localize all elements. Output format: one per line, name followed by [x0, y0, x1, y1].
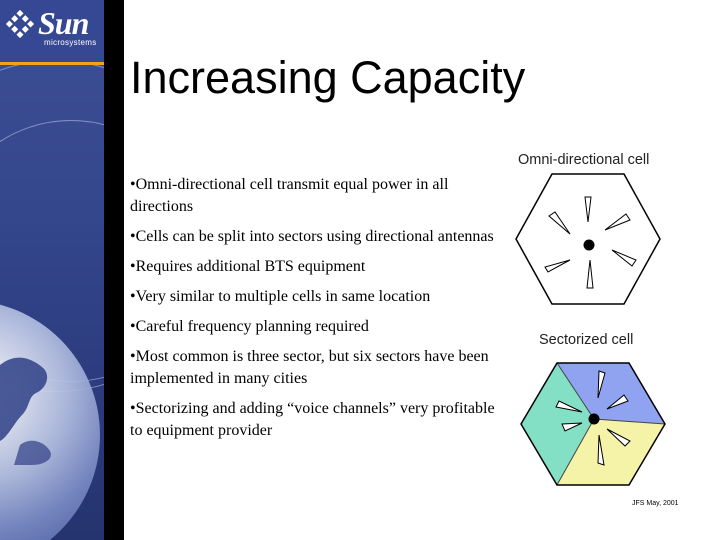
base-station	[584, 240, 595, 251]
globe-continents	[0, 345, 100, 465]
sectorized-cell-diagram	[519, 361, 667, 487]
accent-bar	[0, 62, 104, 65]
brand-logo-text: Sun	[38, 5, 89, 41]
sidebar-divider	[104, 0, 124, 540]
bullet-item: •Sectorizing and adding “voice channels” very profitable to equipment provider	[130, 400, 495, 439]
slide-title: Increasing Capacity	[130, 52, 526, 103]
logo-box	[0, 0, 104, 62]
omni-cell-diagram	[514, 172, 662, 306]
bullet-item: •Cells can be split into sectors using directional antennas	[130, 228, 494, 245]
omni-cell-label: Omni-directional cell	[518, 152, 650, 168]
bullet-list	[130, 174, 500, 442]
bullet-item: •Very similar to multiple cells in same location	[130, 288, 431, 305]
sector-cell-label: Sectorized cell	[539, 332, 634, 348]
bullet-item: •Careful frequency planning required	[130, 318, 369, 335]
footer-credit: JFS May, 2001	[632, 500, 679, 507]
brand-logo-subtext: microsystems	[44, 38, 97, 47]
bullet-item: •Most common is three sector, but six sectors have been implemented in many cities	[130, 348, 489, 387]
base-station	[589, 414, 600, 425]
sun-logo-icon	[6, 10, 34, 38]
bullet-item: •Omni-directional cell transmit equal power in all directions	[130, 176, 449, 215]
cell-hexagon	[516, 174, 660, 304]
bullet-item: •Requires additional BTS equipment	[130, 258, 366, 275]
